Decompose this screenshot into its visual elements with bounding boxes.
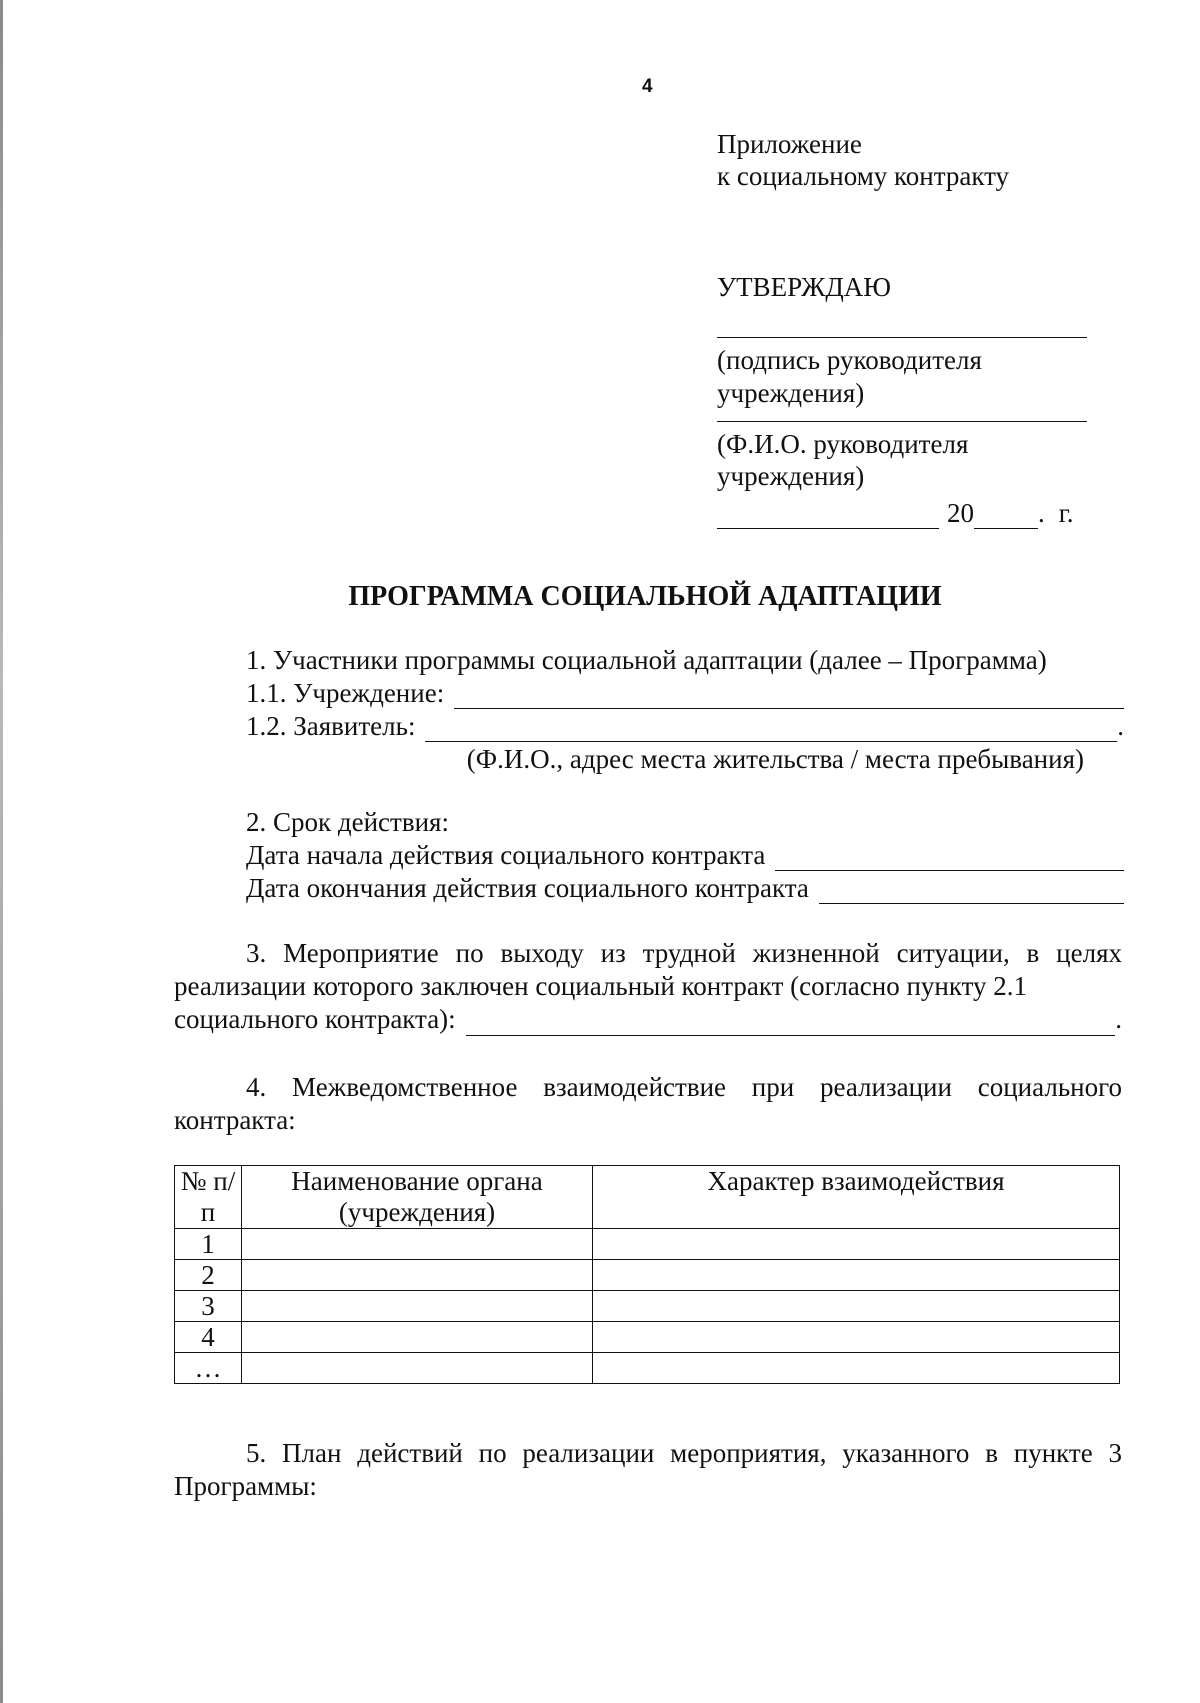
section-3-tail-label: социального контракта):	[174, 1004, 456, 1034]
institution-label: 1.1. Учреждение:	[246, 677, 445, 708]
table-row	[175, 1291, 1120, 1322]
name-caption-1: (Ф.И.О. руководителя	[717, 428, 969, 459]
section-1	[246, 643, 1124, 775]
signature-caption-1: (подпись руководителя	[717, 345, 982, 376]
section-2	[246, 805, 1124, 904]
director-name-field[interactable]	[717, 421, 1087, 422]
name-caption-2: учреждения)	[717, 461, 865, 492]
interaction-table	[174, 1165, 1120, 1384]
approve-heading: УТВЕРЖДАЮ	[717, 271, 892, 302]
start-date-field[interactable]	[775, 848, 1124, 871]
section-1-heading: 1. Участники программы социальной адаптации (далее – Программа)	[246, 644, 1047, 675]
applicant-label: 1.2. Заявитель:	[246, 710, 416, 741]
row-number: …	[175, 1353, 242, 1384]
section-4-text: 4. Межведомственное взаимодействие при реализации социального контракта:	[174, 1072, 1122, 1135]
applicant-field[interactable]	[425, 719, 1117, 742]
row-number: 1	[175, 1229, 242, 1260]
approval-block	[717, 128, 1087, 529]
date-year-prefix: 20	[947, 497, 974, 528]
date-year-field[interactable]	[974, 504, 1038, 529]
organization-cell[interactable]	[242, 1322, 593, 1353]
date-day-month-field[interactable]	[717, 504, 939, 529]
section-3-tail	[174, 1003, 1122, 1036]
activity-field[interactable]	[466, 1013, 1116, 1036]
interaction-cell[interactable]	[593, 1291, 1120, 1322]
applicant-end: .	[1117, 710, 1124, 741]
applicant-caption: (Ф.И.О., адрес места жительства / места пребывания)	[466, 743, 1084, 774]
approval-date	[717, 497, 1087, 529]
date-dot: .	[1038, 497, 1045, 528]
interaction-cell[interactable]	[593, 1260, 1120, 1291]
table-row	[175, 1322, 1120, 1353]
row-number: 2	[175, 1260, 242, 1291]
organization-cell[interactable]	[242, 1353, 593, 1384]
interaction-cell[interactable]	[593, 1322, 1120, 1353]
row-number: 4	[175, 1322, 242, 1353]
start-date-label: Дата начала действия социального контракта	[246, 839, 766, 870]
appendix-line-1: Приложение	[717, 129, 862, 159]
organization-cell[interactable]	[242, 1229, 593, 1260]
table-row	[175, 1229, 1120, 1260]
table-row	[175, 1353, 1120, 1384]
page-edge	[0, 0, 3, 1703]
section-2-heading: 2. Срок действия:	[246, 806, 449, 837]
organization-cell[interactable]	[242, 1260, 593, 1291]
end-date-label: Дата окончания действия социального контракта	[246, 872, 809, 903]
organization-cell[interactable]	[242, 1291, 593, 1322]
header-interaction-nature: Характер взаимодействия	[593, 1166, 1120, 1229]
section-3-text: 3. Мероприятие по выходу из трудной жизненной ситуации, в целях реализации которого заключен социальный контракт (согласно пункту 2.1	[174, 938, 1122, 1001]
header-organization: Наименование органа (учреждения)	[242, 1166, 593, 1229]
signature-caption-2: учреждения)	[717, 377, 865, 408]
document-title: ПРОГРАММА СОЦИАЛЬНОЙ АДАПТАЦИИ	[348, 581, 942, 612]
date-suffix: г.	[1058, 497, 1074, 528]
header-number: № п/п	[175, 1166, 242, 1229]
row-number: 3	[175, 1291, 242, 1322]
applicant-row	[246, 709, 1124, 742]
end-date-row	[246, 871, 1124, 904]
interaction-cell[interactable]	[593, 1229, 1120, 1260]
appendix-line-2: к социальному контракту	[717, 161, 1010, 192]
start-date-row	[246, 838, 1124, 871]
end-date-field[interactable]	[819, 881, 1124, 904]
table-row	[175, 1260, 1120, 1291]
signature-field[interactable]	[717, 337, 1087, 338]
table-header-row	[175, 1166, 1120, 1229]
section-3	[174, 937, 1122, 1036]
institution-field[interactable]	[454, 686, 1124, 709]
section-5-text: 5. План действий по реализации мероприятия, указанного в пункте 3 Программы:	[174, 1438, 1122, 1501]
section-3-end: .	[1115, 1004, 1122, 1034]
institution-row	[246, 676, 1124, 709]
page-number: 4	[642, 76, 653, 97]
interaction-cell[interactable]	[593, 1353, 1120, 1384]
